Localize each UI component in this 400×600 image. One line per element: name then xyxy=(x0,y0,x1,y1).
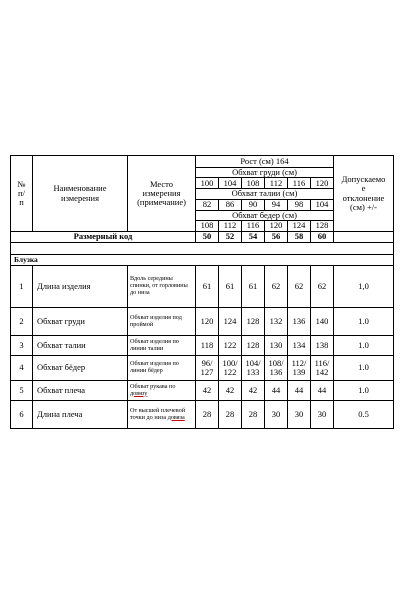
hips-value: 112 xyxy=(219,221,242,232)
row-number: 2 xyxy=(11,308,33,336)
size-code-value: 52 xyxy=(219,232,242,243)
row-name: Обхват бёдер xyxy=(33,356,128,381)
row-name: Длина плеча xyxy=(33,401,128,429)
chest-value: 100 xyxy=(196,178,219,189)
row-value: 62 xyxy=(288,266,311,308)
row-place-text: Обхват рукава по xyxy=(130,382,176,390)
row-tolerance: 0.5 xyxy=(334,401,394,429)
size-table-sheet xyxy=(10,155,393,429)
row-name: Обхват плеча xyxy=(33,381,128,401)
row-value: 124 xyxy=(219,308,242,336)
header-height: Рост (см) 164 xyxy=(196,156,334,168)
row-value: 61 xyxy=(242,266,265,308)
row-place xyxy=(128,401,196,429)
waist-value: 98 xyxy=(288,199,311,210)
row-value: 136 xyxy=(288,308,311,336)
row-value: 128 xyxy=(242,308,265,336)
size-code-value: 56 xyxy=(265,232,288,243)
size-code-value: 58 xyxy=(288,232,311,243)
row-tolerance: 1.0 xyxy=(334,308,394,336)
chest-value: 112 xyxy=(265,178,288,189)
row-place: Обхват изделия под проймой xyxy=(128,308,196,336)
row-value: 28 xyxy=(242,401,265,429)
size-code-value: 60 xyxy=(311,232,334,243)
row-value: 30 xyxy=(288,401,311,429)
row-value: 44 xyxy=(288,381,311,401)
row-value: 100/ 122 xyxy=(219,356,242,381)
row-value: 140 xyxy=(311,308,334,336)
table-row xyxy=(11,308,394,336)
row-value: 30 xyxy=(311,401,334,429)
row-value: 61 xyxy=(196,266,219,308)
row-value: 42 xyxy=(196,381,219,401)
hips-value: 116 xyxy=(242,221,265,232)
row-value: 42 xyxy=(219,381,242,401)
row-place: Обхват изделия по линии талии xyxy=(128,336,196,356)
table-row xyxy=(11,381,394,401)
waist-value: 94 xyxy=(265,199,288,210)
table-row xyxy=(11,266,394,308)
row-name: Длина изделия xyxy=(33,266,128,308)
waist-value: 82 xyxy=(196,199,219,210)
row-value: 28 xyxy=(219,401,242,429)
row-value: 120 xyxy=(196,308,219,336)
size-code-value: 54 xyxy=(242,232,265,243)
row-value: 112/ 139 xyxy=(288,356,311,381)
waist-value: 86 xyxy=(219,199,242,210)
row-value: 61 xyxy=(219,266,242,308)
waist-value: 90 xyxy=(242,199,265,210)
row-number: 6 xyxy=(11,401,33,429)
table-row xyxy=(11,336,394,356)
spacer-row xyxy=(11,243,394,255)
row-value: 44 xyxy=(265,381,288,401)
chest-value: 116 xyxy=(288,178,311,189)
row-value: 108/ 136 xyxy=(265,356,288,381)
row-place-underlined: довяза xyxy=(167,413,185,421)
row-value: 132 xyxy=(265,308,288,336)
table-row xyxy=(11,356,394,381)
row-value: 130 xyxy=(265,336,288,356)
row-place-underlined: довязу xyxy=(130,389,148,397)
row-name: Обхват груди xyxy=(33,308,128,336)
row-number: 5 xyxy=(11,381,33,401)
row-number: 3 xyxy=(11,336,33,356)
row-place: Обхват изделия по линии бёдер xyxy=(128,356,196,381)
row-name: Обхват талии xyxy=(33,336,128,356)
row-value: 28 xyxy=(196,401,219,429)
row-place xyxy=(128,381,196,401)
row-tolerance: 1.0 xyxy=(334,356,394,381)
row-value: 62 xyxy=(311,266,334,308)
size-code-tolerance xyxy=(334,232,394,243)
header-waist-label: Обхват талии (см) xyxy=(196,189,334,199)
hips-value: 108 xyxy=(196,221,219,232)
row-value: 96/ 127 xyxy=(196,356,219,381)
row-value: 138 xyxy=(311,336,334,356)
row-value: 44 xyxy=(311,381,334,401)
header-measurement-name: Наименование измерения xyxy=(33,156,128,232)
row-value: 128 xyxy=(242,336,265,356)
section-title: Блузка xyxy=(11,255,394,266)
header-measurement-place: Место измерения (примечание) xyxy=(128,156,196,232)
header-chest-label: Обхват груди (см) xyxy=(196,168,334,178)
header-number: № п/ п xyxy=(11,156,33,232)
row-value: 42 xyxy=(242,381,265,401)
waist-value: 104 xyxy=(311,199,334,210)
row-place-text: От высшей плечевой точки до низа xyxy=(130,406,186,421)
row-tolerance: 1.0 xyxy=(334,381,394,401)
row-value: 134 xyxy=(288,336,311,356)
size-code-label: Размерный код xyxy=(11,232,196,243)
row-value: 122 xyxy=(219,336,242,356)
row-number: 4 xyxy=(11,356,33,381)
row-value: 62 xyxy=(265,266,288,308)
row-value: 30 xyxy=(265,401,288,429)
hips-value: 124 xyxy=(288,221,311,232)
chest-value: 104 xyxy=(219,178,242,189)
row-tolerance: 1,0 xyxy=(334,266,394,308)
row-value: 116/ 142 xyxy=(311,356,334,381)
size-table xyxy=(10,155,394,429)
row-value: 118 xyxy=(196,336,219,356)
hips-value: 120 xyxy=(265,221,288,232)
chest-value: 120 xyxy=(311,178,334,189)
chest-value: 108 xyxy=(242,178,265,189)
row-place: Вдоль середины спинки, от горловины до низа xyxy=(128,266,196,308)
row-number: 1 xyxy=(11,266,33,308)
row-value: 104/ 133 xyxy=(242,356,265,381)
row-tolerance: 1.0 xyxy=(334,336,394,356)
table-row xyxy=(11,401,394,429)
header-tolerance: Допускаемо e отклонение (см) +/- xyxy=(334,156,394,232)
hips-value: 128 xyxy=(311,221,334,232)
header-hips-label: Обхват бедер (см) xyxy=(196,210,334,220)
size-code-value: 50 xyxy=(196,232,219,243)
